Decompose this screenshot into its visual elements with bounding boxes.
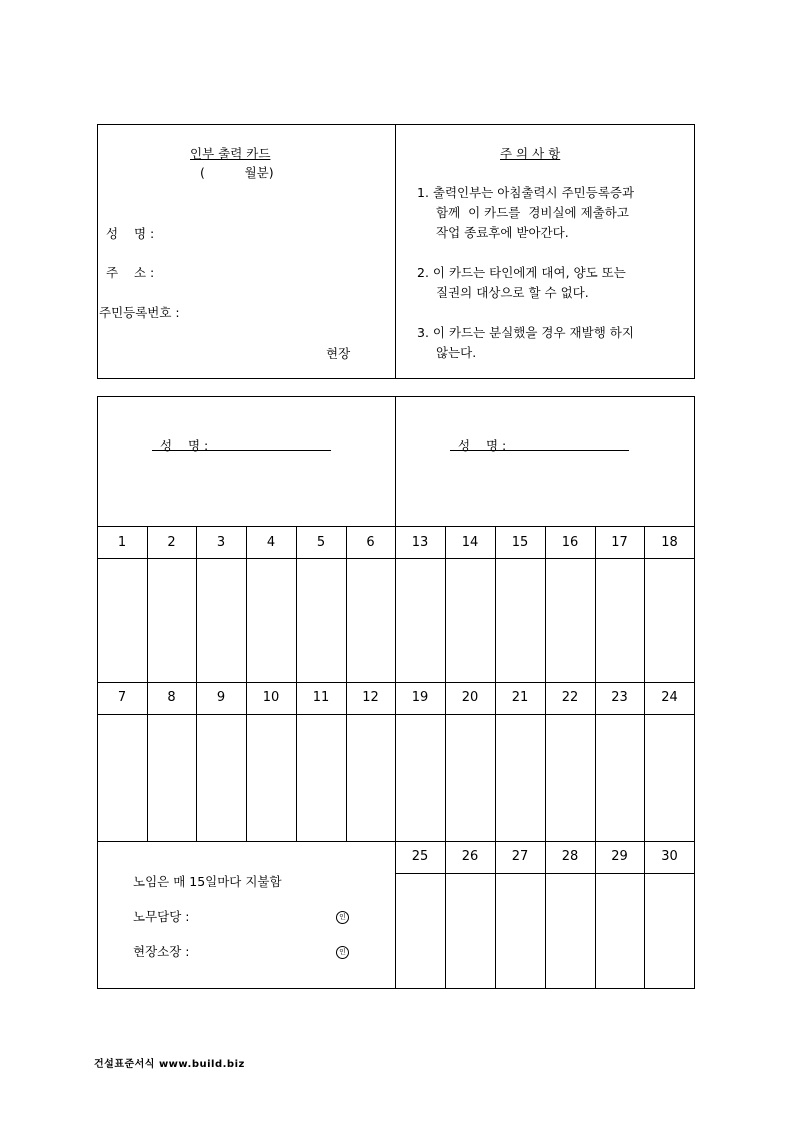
day-number: 3 xyxy=(216,535,226,550)
grid-col-line xyxy=(495,526,496,989)
day-number: 26 xyxy=(461,849,479,864)
day-number: 14 xyxy=(461,535,479,550)
grid-line xyxy=(97,682,695,683)
name-label-left: 성 명 : xyxy=(160,438,209,453)
notice-item-2-line-2: 질권의 대상으로 할 수 없다. xyxy=(436,285,589,300)
day-number: 28 xyxy=(561,849,579,864)
grid-line xyxy=(97,526,695,527)
grid-line xyxy=(97,558,695,559)
name-label: 성 명 : xyxy=(106,226,155,241)
seal-mark: 인 xyxy=(336,946,349,959)
day-number: 13 xyxy=(411,535,429,550)
grid-line xyxy=(97,841,695,842)
day-number: 11 xyxy=(312,690,330,705)
day-number: 27 xyxy=(511,849,529,864)
day-number: 15 xyxy=(511,535,529,550)
labor-manager-label: 노무담당 : xyxy=(133,909,190,924)
grid-col-line xyxy=(395,526,396,989)
day-number: 19 xyxy=(411,690,429,705)
day-number: 29 xyxy=(611,849,628,864)
name-area-divider xyxy=(395,396,396,526)
notice-item-2-line-1: 2. 이 카드는 타인에게 대여, 양도 또는 xyxy=(417,265,626,280)
site-manager-label: 현장소장 : xyxy=(133,944,190,959)
day-number: 25 xyxy=(411,849,429,864)
name-underline-left xyxy=(152,450,331,451)
name-label-right: 성 명 : xyxy=(458,438,507,453)
seal-mark: 인 xyxy=(336,911,349,924)
month-line: ( 월분) xyxy=(200,165,274,180)
notice-item-3-line-1: 3. 이 카드는 분실했을 경우 재발행 하지 xyxy=(417,325,634,340)
grid-col-line xyxy=(346,526,347,841)
day-number: 7 xyxy=(117,690,127,705)
grid-col-line xyxy=(246,526,247,841)
notice-item-1-line-2: 함께 이 카드를 경비실에 제출하고 xyxy=(436,205,629,220)
grid-col-line xyxy=(196,526,197,841)
card-divider xyxy=(395,124,396,379)
site-manager-seal-icon xyxy=(336,942,349,959)
grid-col-line xyxy=(445,526,446,989)
footer-source: 건설표준서식 www.build.biz xyxy=(94,1059,245,1070)
day-number: 12 xyxy=(362,690,379,705)
grid-col-line xyxy=(147,526,148,841)
site-label: 현장 xyxy=(326,346,351,361)
grid-col-line xyxy=(296,526,297,841)
day-number: 22 xyxy=(561,690,579,705)
day-number: 16 xyxy=(561,535,579,550)
wage-note: 노임은 매 15일마다 지불함 xyxy=(133,874,282,889)
name-underline-right xyxy=(450,450,629,451)
day-number: 8 xyxy=(167,690,176,705)
grid-col-line xyxy=(644,526,645,989)
day-number: 5 xyxy=(316,535,326,550)
notice-item-3-line-2: 않는다. xyxy=(436,345,477,360)
day-number: 1 xyxy=(117,535,127,550)
day-number: 6 xyxy=(366,535,375,550)
day-number: 24 xyxy=(661,690,678,705)
grid-col-line xyxy=(545,526,546,989)
notice-item-1-line-3: 작업 종료후에 받아간다. xyxy=(436,225,569,240)
day-number: 30 xyxy=(661,849,678,864)
notice-item-1-line-1: 1. 출력인부는 아침출력시 주민등록증과 xyxy=(417,185,635,200)
grid-col-line xyxy=(595,526,596,989)
card-title: 인부 출력 카드 xyxy=(190,146,271,161)
day-number: 10 xyxy=(262,690,280,705)
day-number: 9 xyxy=(216,690,226,705)
day-number: 17 xyxy=(611,535,628,550)
day-number: 21 xyxy=(511,690,529,705)
day-number: 18 xyxy=(661,535,678,550)
day-number: 20 xyxy=(461,690,479,705)
labor-manager-seal-icon xyxy=(336,907,349,924)
address-label: 주 소 : xyxy=(106,265,155,280)
notice-title: 주 의 사 항 xyxy=(500,146,561,161)
grid-line xyxy=(97,714,695,715)
resident-number-label: 주민등록번호 : xyxy=(99,305,180,320)
day-number: 4 xyxy=(266,535,276,550)
day-number: 2 xyxy=(167,535,176,550)
day-number: 23 xyxy=(611,690,628,705)
